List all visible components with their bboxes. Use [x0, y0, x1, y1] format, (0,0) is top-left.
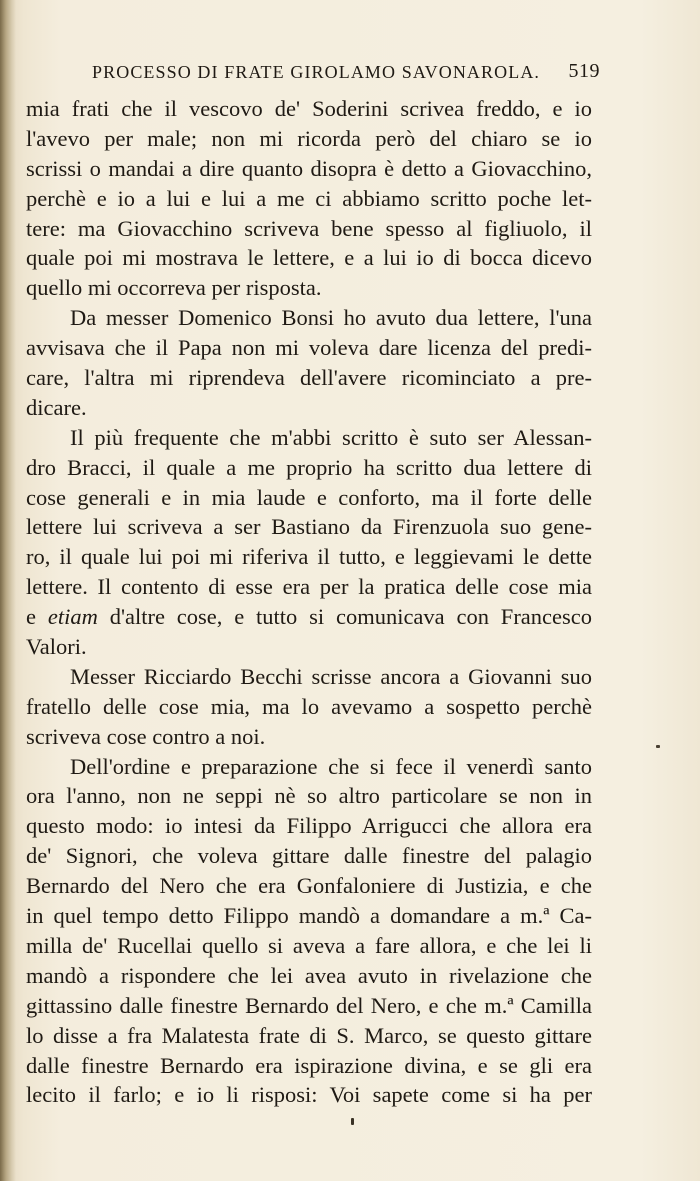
bottom-speck [351, 1118, 354, 1125]
paragraph-first-line: Messer Ricciardo Becchi scrisse ancora a Giovanni suo [70, 663, 592, 689]
paragraph-first-line: Dell'ordine e preparazione che si fece il venerdì santo [70, 753, 592, 779]
text-line: de' Signori, che voleva gittare dalle finestre del palagio [26, 843, 592, 869]
text-line: perchè e io a lui e lui a me ci abbiamo scritto poche let- [26, 185, 592, 211]
text-line-with-italic [26, 602, 592, 632]
text-line: dicare. [26, 394, 87, 420]
text-line: lecito il farlo; e io li risposi: Voi sapete come si ha per [26, 1082, 592, 1108]
paragraph-first-line: Da messer Domenico Bonsi ho avuto dua lettere, l'una [70, 305, 592, 331]
book-spine-shadow [0, 0, 16, 1181]
text-line: tere: ma Giovacchino scriveva bene spesso al figliuolo, il [26, 215, 592, 241]
body-text [26, 94, 592, 1110]
text-line: Bernardo del Nero che era Gonfaloniere di Justizia, e che [26, 873, 592, 899]
text-line: fratello delle cose mia, ma lo avevamo a sospetto perchè [26, 693, 592, 719]
text-line: l'avevo per male; non mi ricorda però del chiaro se io [26, 125, 592, 151]
text-line: in quel tempo detto Filippo mandò a domandare a m.ª Ca- [26, 903, 592, 929]
running-title: PROCESSO DI FRATE GIROLAMO SAVONAROLA. [92, 62, 541, 82]
text-line: ora l'anno, non ne seppi nè so altro particolare se non in [26, 783, 592, 809]
text-line: quale poi mi mostrava le lettere, e a lui io di bocca dicevo [26, 245, 592, 271]
text-fragment: d'altre cose, e tutto si comunicava con Francesco [109, 604, 592, 630]
text-line: ro, il quale lui poi mi riferiva il tutto, e leggievami le dette [26, 544, 592, 570]
italic-word: etiam [47, 604, 98, 630]
text-line: care, l'altra mi riprendeva dell'avere ricominciato a pre- [26, 365, 592, 391]
text-line: lo disse a fra Malatesta frate di S. Marco, se questo gittare [26, 1022, 592, 1048]
text-line: dro Bracci, il quale a me proprio ha scritto dua lettere di [26, 454, 592, 480]
text-line: scriveva cose contro a noi. [26, 723, 266, 749]
text-line: gittassino dalle finestre Bernardo del Nero, e che m.ª Camilla [26, 992, 592, 1018]
text-line: lettere lui scriveva a ser Bastiano da Firenzuola suo gene- [26, 514, 592, 540]
text-line: quello mi occorreva per risposta. [26, 275, 322, 301]
text-line: milla de' Rucellai quello si aveva a fare allora, e che lei li [26, 932, 592, 958]
text-fragment: e [26, 604, 36, 630]
running-header [92, 58, 600, 88]
text-line: questo modo: io intesi da Filippo Arrigucci che allora era [26, 813, 592, 839]
text-line: mandò a rispondere che lei avea avuto in rivelazione che [26, 962, 592, 988]
text-line: mia frati che il vescovo de' Soderini scrivea freddo, e io [26, 96, 592, 121]
text-line: Valori. [26, 634, 87, 660]
page-number: 519 [568, 60, 600, 82]
text-line: cose generali e in mia laude e conforto, ma il forte delle [26, 484, 592, 510]
text-line: scrissi o mandai a dire quanto disopra è detto a Giovacchino, [26, 155, 592, 181]
margin-speck [656, 745, 660, 748]
text-line: dalle finestre Bernardo era ispirazione divina, e se gli era [26, 1052, 592, 1078]
paragraph-first-line: Il più frequente che m'abbi scritto è suto ser Alessan- [70, 424, 592, 450]
text-line: lettere. Il contento di esse era per la pratica delle cose mia [26, 574, 592, 600]
text-line: avvisava che il Papa non mi voleva dare licenza del predi- [26, 335, 592, 361]
